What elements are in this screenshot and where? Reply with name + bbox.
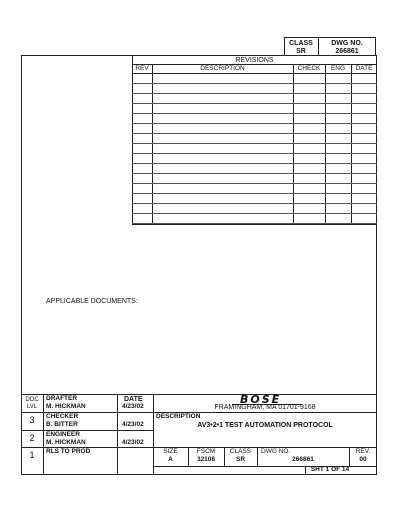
entry-date: 4/23/02	[122, 439, 144, 446]
sheet-number: SHT 1 OF 14	[310, 466, 350, 473]
table-row	[132, 153, 377, 154]
class-label: CLASS	[289, 40, 313, 47]
table-row	[132, 93, 377, 94]
table-row	[132, 163, 377, 164]
revisions-table	[132, 55, 377, 225]
person-name: M. HICKMAN	[46, 439, 86, 446]
table-row	[132, 103, 377, 104]
tb-dwg-label: DWG NO.	[261, 448, 291, 455]
person-name: M. HICKMAN	[46, 403, 86, 410]
description-label: DESCRIPTION	[156, 413, 201, 420]
class-value: SR	[296, 48, 306, 55]
title-block-vline-lvl	[43, 394, 44, 475]
revisions-header-line	[132, 73, 377, 74]
revisions-col-divider	[351, 64, 352, 225]
bose-logo: BOSE	[240, 393, 282, 406]
title-row-sep-1	[21, 412, 153, 413]
revisions-header-rev: REV	[135, 65, 149, 72]
entry-date: 4/23/02	[122, 421, 144, 428]
table-row	[132, 193, 377, 194]
applicable-documents-label: APPLICABLE DOCUMENTS:	[46, 298, 138, 305]
table-row	[132, 213, 377, 214]
person-name: B. BITTER	[46, 421, 78, 428]
revisions-col-divider	[325, 64, 326, 225]
table-row	[132, 133, 377, 134]
revisions-col-divider	[152, 64, 153, 225]
tb-class-value: SR	[235, 456, 246, 463]
table-row	[132, 173, 377, 174]
title-row-sep-2	[21, 430, 153, 431]
table-row	[132, 83, 377, 84]
lvl-label: LVL	[26, 404, 38, 410]
revisions-header-eng: ENG	[330, 65, 346, 72]
size-value: A	[168, 456, 173, 463]
table-row	[132, 183, 377, 184]
revisions-title: REVISIONS	[235, 57, 274, 64]
doc-level: 1	[29, 450, 35, 460]
title-block-vline-date	[117, 394, 118, 475]
dwg-value: 266861	[335, 48, 359, 55]
doc-level: 3	[29, 415, 35, 425]
doc-level: 2	[29, 433, 35, 443]
table-row	[132, 203, 377, 204]
company-location: FRAMINGHAM, MA 01701-9168	[214, 404, 316, 411]
revisions-col-divider	[293, 64, 294, 225]
date-label: DATE	[124, 396, 143, 403]
revisions-header-date: DATE	[355, 65, 373, 72]
tb-dwg-value: 266861	[292, 456, 314, 463]
rev-value: 00	[359, 456, 367, 463]
dwg-label: DWG NO.	[331, 40, 363, 47]
role-label: ENGINEER	[46, 431, 80, 438]
role-label: RLS TO PROD	[46, 448, 91, 455]
table-row	[132, 123, 377, 124]
table-row	[132, 143, 377, 144]
size-label: SIZE	[163, 448, 178, 455]
doc-label: DOC	[25, 397, 39, 403]
fscm-label: FSCM	[196, 448, 216, 455]
table-row	[132, 113, 377, 114]
table-row	[132, 223, 377, 224]
rev-label: REV.	[355, 448, 371, 455]
tb-class-label: CLASS	[229, 448, 252, 455]
revisions-header-description: DESCRIPTION	[200, 65, 245, 72]
role-label: DRAFTER	[46, 395, 78, 402]
entry-date: 4/23/02	[122, 403, 144, 410]
fscm-value: 32108	[196, 456, 216, 463]
role-label: CHECKER	[46, 413, 79, 420]
revisions-header-check: CHECK	[297, 65, 321, 72]
description-value: AV3•2•1 TEST AUTOMATION PROTOCOL	[197, 422, 333, 429]
